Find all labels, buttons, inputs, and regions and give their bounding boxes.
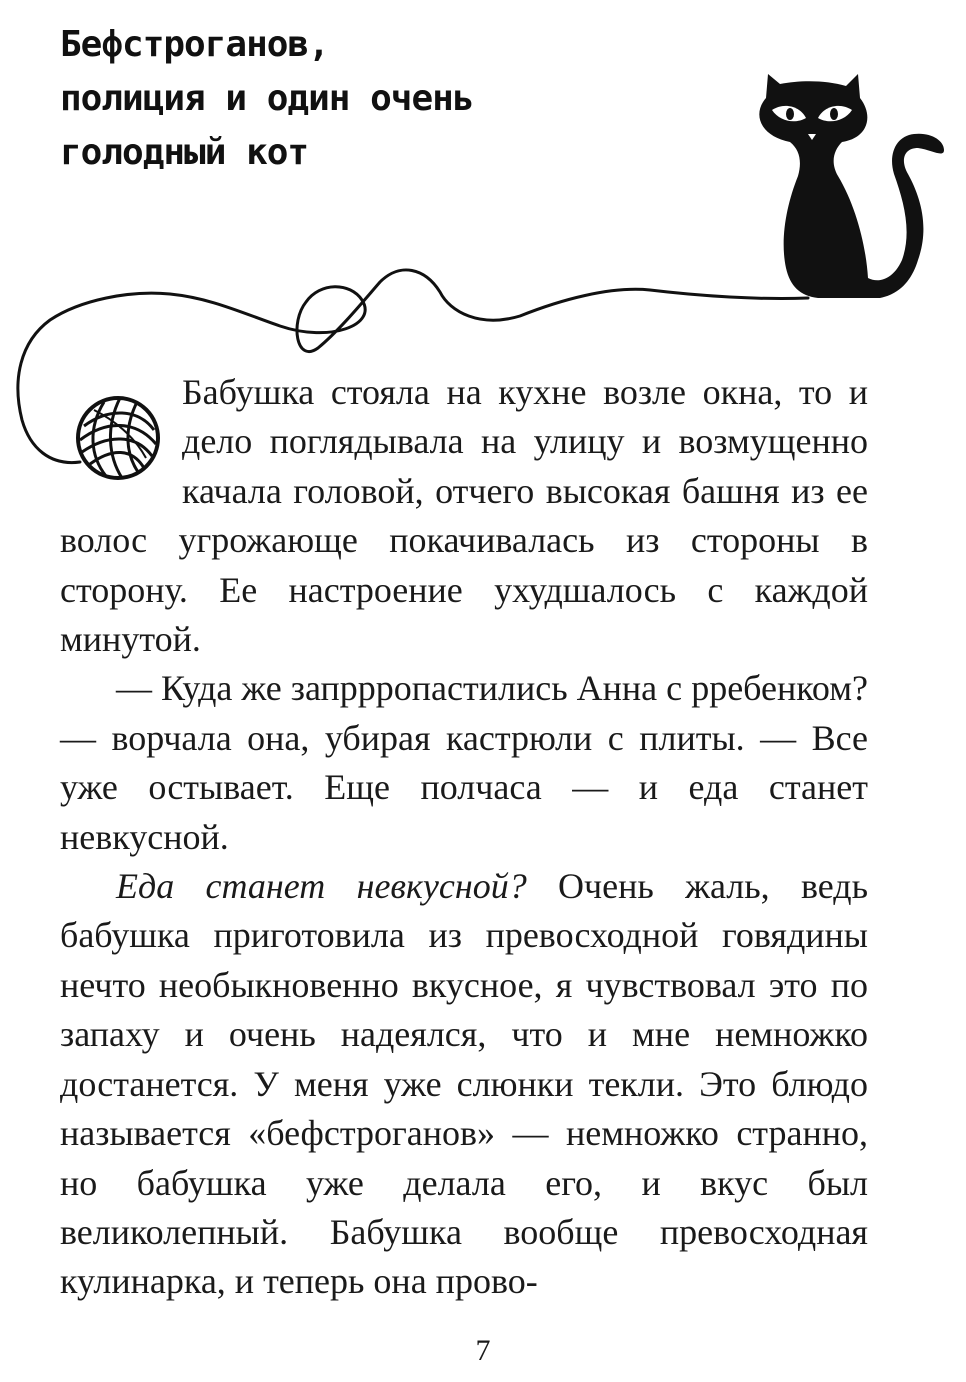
yarn-float-space <box>60 368 182 516</box>
chapter-title-line-2: полиция и один очень <box>60 78 474 119</box>
paragraph-3-rest: Очень жаль, ведь бабушка приготовила из превосходной говядины нечто необыкновенно вкусное, я чувствовал это по запаху и очень надеялся, что и мне немножко достанется. У меня уже слюнки текли. Это блюдо называется «бефстроганов» — немножко странно, но бабушка уже делала его, и вкус был великолепный. Бабушка вообще превосходная кулинарка, и теперь она прово- <box>60 866 868 1302</box>
paragraph-1: Бабушка стояла на кухне возле окна, то и дело поглядывала на улицу и возмущенно качала головой, отчего высокая башня из ее волос угрожающе покачивалась из стороны в сторону. Ее настроение ухудшалось с каждой минутой. <box>60 372 868 660</box>
chapter-title-line-3: голодный кот <box>60 132 309 173</box>
paragraph-3 <box>60 862 868 1307</box>
page-number: 7 <box>475 1334 491 1367</box>
chapter-title-line-1: Бефстроганов, <box>60 24 329 65</box>
black-cat-icon <box>759 74 944 298</box>
body-text <box>60 368 868 1307</box>
paragraph-3-italic: Еда станет невкусной? <box>116 866 527 907</box>
paragraph-2: — Куда же запррропастились Анна с рребенком? — ворчала она, убирая кастрюли с плиты. — Все уже остывает. Еще полчаса — и еда станет невкусной. <box>60 668 868 857</box>
